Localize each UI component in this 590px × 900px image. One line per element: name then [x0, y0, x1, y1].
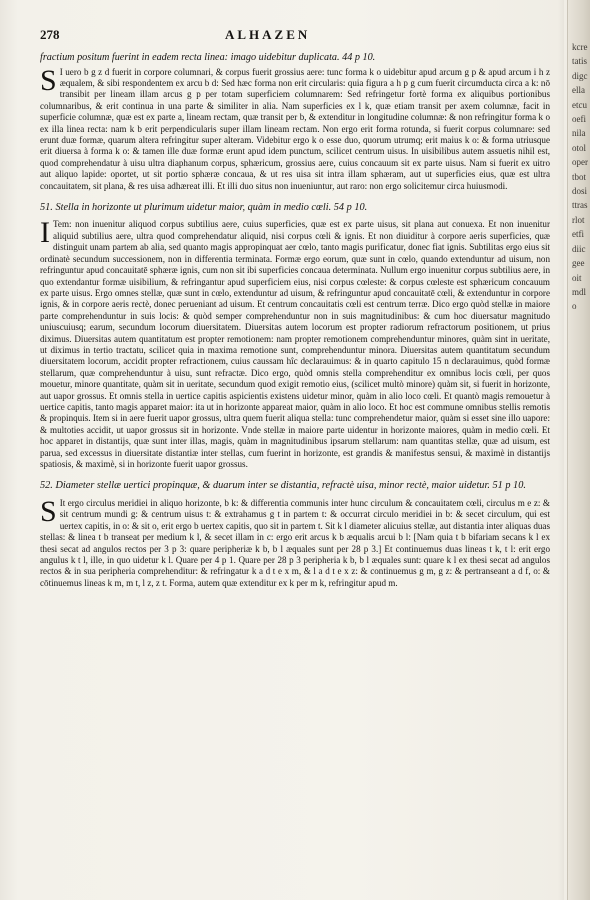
paragraph-1-text: I uero b g z d fuerit in corpore columnari, & corpus fuerit grossius aere: tunc forma k o uidebitur apud arcum g p & apud arcum i h z æqualem, & sibi respondentem ex arcu b d: Sed hæc forma non erit circularis: quia figura a h p g cum fuerit circumducta circa a k: nō transibit per lineam illam arcus g p per totam superficiem columnarem: Sed refringetur fortè forma ex aliquibus portionibus columnaribus, & erit continua in una parte & similiter in alia. Nam superficies ex l k, quæ etiam transit per axem columnæ, facit in superficie columnæ, quæ est ex parte a, lineam rectam, quæ transit per b, & extenditur in longitudine columnæ: & non refringitur forma k o ex illa linea recta: nam k b erit perpendicularis super illam lineam rectam. Non ergo erit forma rotunda, si fuerit corpus columnare: sed erunt duæ formæ, quarum altera refringitur super alteram. Videbitur ergo k o esse duo, quorum utrumq; erit maius k o: & forma utriusque erit diuersa à forma k o: & tamen ille duæ formæ erunt apud idem punctum, scilicet centrum uisus. In uisibilibus autem assuetis nihil est, quod comprehendatur à uisu ultra diaphanum corpus, sphæricum, grossius aere, cuius concauum sit ex parte uisus. Nam si fuerit ex uitro aut aliquo lapide: oportet, ut sit portio sphæræ concaua, & ut res uisa sit intra illam sphæram, aut ut superficies eius, quæ est ultra concauitatem, sit plana, & res uisa adhæreat illi. Et illi duo situs non inueniuntur, aut raro: non ergo solicitemur circa huiusmodi.	[40, 66, 550, 191]
running-head: ALHAZEN	[225, 27, 311, 42]
dropcap-2: I	[40, 216, 50, 250]
dropcap-3: S	[40, 494, 57, 528]
section-heading-52: 52. Diameter stellæ uertici propinquæ, & duarum inter se distantia, refractè uisa, minor rectè, maior uidetur. 51 p 10.	[40, 480, 526, 492]
page-shadow	[558, 0, 564, 900]
section-heading-51: 51. Stella in horizonte ut plurimum uidetur maior, quàm in medio cœli. 54 p 10.	[40, 201, 368, 213]
paragraph-3	[40, 494, 550, 589]
page-header	[40, 27, 560, 43]
paragraph-3-text: It ergo circulus meridiei in aliquo horizonte, b k: & differentia communis inter hunc circulum & concauitatem cœli, circulus m e z: & sit centrum mundi g: & centrum uisus t: & extrahamus g t in partem t: & occurrat circulo meridiei in b: & secet circulum, qui est uertex capitis, in o: & sit o, erit ergo b uertex capitis, quo sit in partem t. Sit k l diameter alicuius stellæ, aut distantia inter aliquas duas stellas: & linea t b transeat per medium k l, & secet illam in c: ergo erit arcus k b æqualis arcui b l: [Nam quia t b bifariam secans k l ex thesi secat ad angulos rectos per 3 p 3: quare peripheriæ k b, b l æquales sunt per 28 p 3.] Et continuemus duas lineas t k, t l: erit ergo angulus k t l, ille, in quo uidetur k l. Quare per 4 p 1. Quare per 28 p 3 peripheria k b, b l æquales sunt: quare k l ex thesi secat ad angulos rectos & in sua peripheria comprehenditur: & refringatur k a d t e x m, & l a d t e x z: & continuemus g m, g z: & pertranseant a d f, o: & cōtinuemus lineas k m, m t, l z, z t. Forma, autem quæ extenditur ex k per m k, refringitur apud m.	[40, 497, 550, 588]
facing-page-edge	[567, 0, 590, 900]
dropcap-1: S	[40, 63, 57, 97]
paragraph-2-text: Tem: non inuenitur aliquod corpus subtilius aere, cuius superficies, quæ est ex parte uisus, sit plana aut conuexa. Et non inuenitur aliquid subtilius aere, ultra quod comprehendatur aliquid, nisi corpus cœli & ignis. Et non diuiditur à corpore aeris superficies, quæ distinguit unam partem ab alia, sed quanto magis appropinquat aer cœlo, tanto magis purificatur, donec fiat ignis. Subtilitas ergo eius sit ordinatè secundum successionem, non in differentia terminata. Formæ ergo eorum, quæ sunt in cœlo, quando extenduntur ad uisum, non refringuntur apud concauitatē sphæræ ignis, cum non sit ibi superficies concaua determinata. Nullum ergo inuenitur corpus subtilius aere, in quo extendantur formæ uisibilium, & refringantur apud superficiem eius, nisi corpus cœleste: & corpus cœleste est sphæricum concauum ex parte uisus. Ergo omnes stellæ, quæ sunt in cœlo, extenduntur ad uisum, & refringuntur apud concauitatē cœli, & extenduntur in corpore ignis, & in corpore aeris rectè, donec perueniant ad uisum. Et centrum concauitatis cœli est centrum terræ. Dico ergo quòd stellæ in maiore parte comprehenduntur in suis locis: & quòd semper comprehenduntur non in suis magnitudinibus: & cum hoc diuersatur magnitudo uniuscuiusq; earum, secundum locorum diuersitatem. Diuersitas autem locorum est propter radiorum refractorum positionem, ut prius diximus. Diuersitas autem quantitatum est propter remotionem: nam propter remotionem comprehenduntur minores, quàm sint in ueritate, ut diximus in tertio tractatu, scilicet quia in maxima remotione sunt, comprehenduntur minora. Diuersitas autem quantitatum secundum diuersitatem locorum, accidit propter refractionem, cuius caussam hîc declarauimus: & in quarto capitulo 15 n declarauimus, quòd formæ stellarum, quæ comprehenduntur à uisu, sunt refractæ. Dico ergo, quòd omnis stella comprehenditur ex omnibus locis cœli, per quos mouetur, minore quantitate, quàm sit in ueritate, secundum quod exigit remotio eius, (scilicet multò minore) quàm sit, si fuerit in horizonte, aut uapor grossus. Et omnis stella in uertice capitis aspicientis existens uidetur minor, quàm in alio loco cœli. Et quantò magis remouetur à uertice capitis, tanto magis apparet maior: ita ut in horizonte appareat maior, quàm in alio loco. Et hoc est commune omnibus stellis remotis & propinquis. Item si in aere fuerit uapor grossus, ultra quem fuerit aliqua stella: tunc comprehendetur maior, quàm si esset sine illo uapore: & multoties accidit, ut uapor grossus sit in horizonte. Vnde stellæ in maiore parte uidentur in horizonte maiores, quàm in medio cœli. Et hoc apparet in distantijs, quæ sunt inter illas, magis, quàm in magnitudinibus ipsarum stellarum: nam quantitas stellæ, quæ ad uisum, est parua, sed excessus in diuersitate distantiæ inter stellas, cum fuerint in horizonte, est grandis & manifestus sensui, & maximè in distantijs spatiosis, & maximè, si in horizonte fuerit uapor grossus.	[40, 219, 550, 469]
text-column	[40, 52, 550, 589]
facing-page-fragment: kcretatisdigcellaetcuoefinilaotolopertbotdosittrasrlotetfidiicgeeoitmdlo	[572, 42, 588, 312]
page-number: 278	[40, 27, 60, 42]
paragraph-2	[40, 216, 550, 470]
paragraph-1	[40, 63, 550, 192]
caption-top: fractium positum fuerint in eadem recta linea: imago uidebitur duplicata. 44 p 10.	[40, 52, 376, 63]
